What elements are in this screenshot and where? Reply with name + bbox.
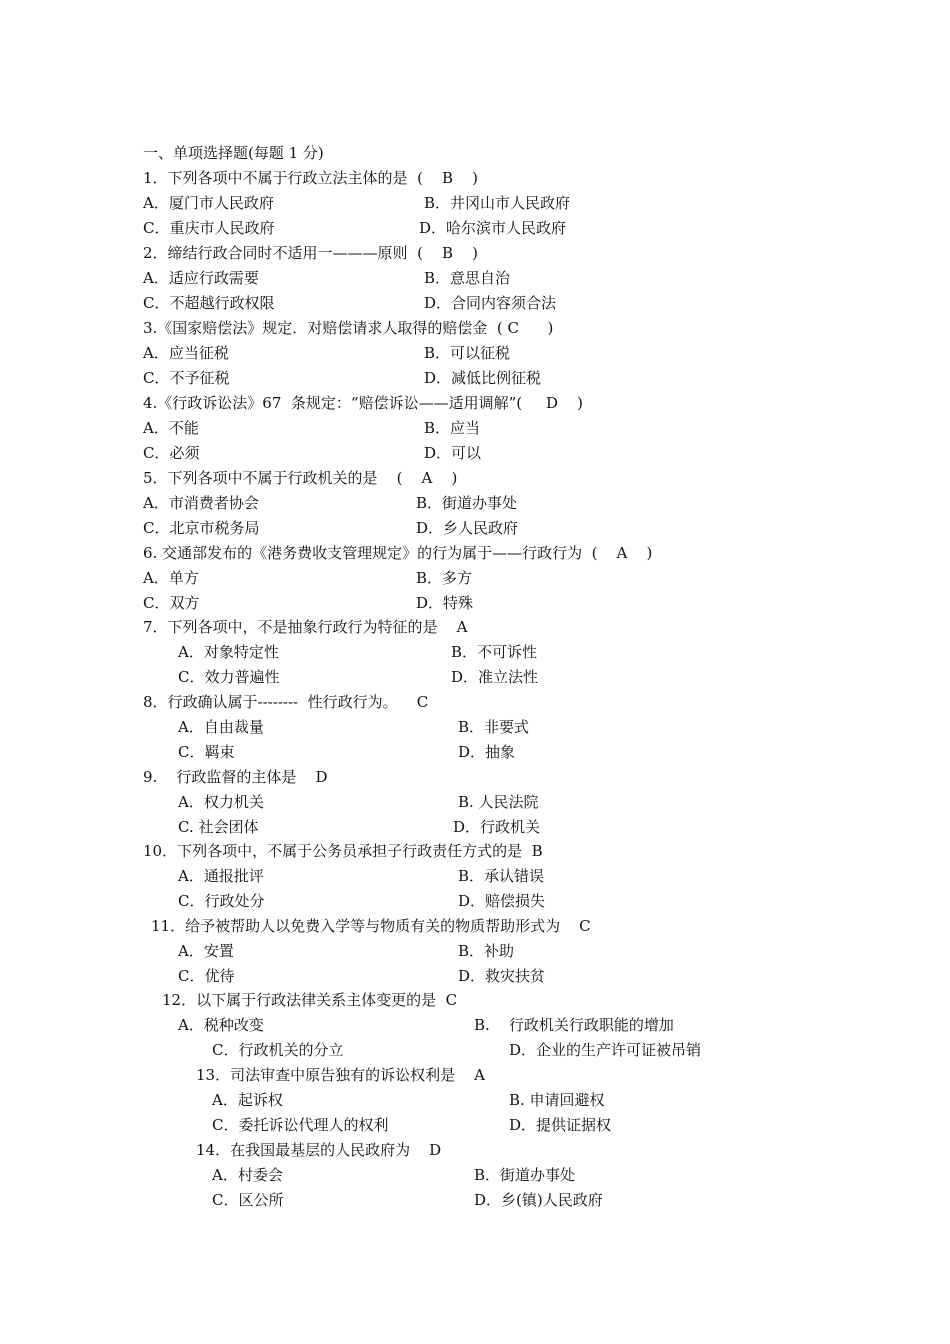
question-14-option-a: A．村委会 [212, 1166, 283, 1184]
question-13-option-c: C．委托诉讼代理人的权利 [212, 1116, 389, 1134]
question-1-option-c: C．重庆市人民政府 [143, 219, 275, 237]
question-8-option-c: C．羁束 [178, 743, 235, 761]
question-11-option-a: A．安置 [178, 942, 234, 960]
question-5-option-c: C．北京市税务局 [143, 519, 260, 537]
question-6-option-d: D．特殊 [416, 594, 474, 612]
question-10-stem: 10．下列各项中，不属于公务员承担子行政责任方式的是 B [143, 842, 543, 860]
question-11-option-d: D．救灾扶贫 [458, 967, 546, 985]
question-7-option-b: B．不可诉性 [451, 643, 538, 661]
question-13-option-b: B. 申请回避权 [509, 1091, 605, 1109]
question-12-option-c: C．行政机关的分立 [212, 1041, 344, 1059]
question-11-stem: 11．给予被帮助人以免费入学等与物质有关的物质帮助形式为 C [151, 917, 591, 935]
question-6-option-b: B．多方 [416, 569, 473, 587]
question-9-option-b: B. 人民法院 [458, 793, 539, 811]
question-12-option-d: D．企业的生产许可证被吊销 [509, 1041, 702, 1059]
question-9-stem: 9. 行政监督的主体是 D [143, 768, 328, 786]
question-10-option-b: B．承认错误 [458, 867, 545, 885]
question-5-option-b: B．街道办事处 [416, 494, 518, 512]
question-8-stem: 8．行政确认属于-------- 性行政行为。 C [143, 693, 429, 711]
question-5-option-a: A．市消费者协会 [143, 494, 259, 512]
question-2-stem: 2．缔结行政合同时不适用一———原则 ( B ) [143, 244, 478, 262]
question-7-stem: 7．下列各项中，不是抽象行政行为特征的是 A [143, 618, 468, 636]
question-10-option-c: C．行政处分 [178, 892, 265, 910]
question-9-option-c: C. 社会团体 [178, 818, 259, 836]
question-13-stem: 13．司法审查中原告独有的诉讼权利是 A [196, 1066, 485, 1084]
question-8-option-d: D．抽象 [458, 743, 516, 761]
question-12-stem: 12．以下属于行政法律关系主体变更的是 C [162, 991, 458, 1009]
question-8-option-b: B．非要式 [458, 718, 530, 736]
question-7-option-a: A．对象特定性 [178, 643, 279, 661]
question-1-option-a: A．厦门市人民政府 [143, 194, 274, 212]
question-11-option-b: B．补助 [458, 942, 515, 960]
question-7-option-c: C．效力普遍性 [178, 668, 280, 686]
question-3-stem: 3.《国家赔偿法》规定．对赔偿请求人取得的赔偿金 ( C ) [143, 319, 554, 337]
question-14-option-d: D．乡(镇)人民政府 [474, 1191, 603, 1209]
question-2-option-c: C．不超越行政权限 [143, 294, 275, 312]
question-11-option-c: C．优待 [178, 967, 235, 985]
question-8-option-a: A．自由裁量 [178, 718, 264, 736]
question-2-option-d: D．合同内容须合法 [424, 294, 557, 312]
question-1-option-d: D．哈尔滨市人民政府 [419, 219, 567, 237]
question-6-option-a: A．单方 [143, 569, 199, 587]
question-13-option-d: D．提供证据权 [509, 1116, 612, 1134]
question-12-option-b: B. 行政机关行政职能的增加 [474, 1016, 674, 1034]
question-3-option-d: D．减低比例征税 [424, 369, 542, 387]
question-12-option-a: A．税种改变 [178, 1016, 264, 1034]
question-14-stem: 14．在我国最基层的人民政府为 D [196, 1141, 442, 1159]
question-6-stem: 6. 交通部发布的《港务费收支管理规定》的行为属于——行政行为 ( A ) [143, 544, 653, 562]
question-4-option-a: A．不能 [143, 419, 199, 437]
question-4-option-d: D．可以 [424, 444, 482, 462]
question-7-option-d: D．准立法性 [451, 668, 539, 686]
question-10-option-d: D．赔偿损失 [458, 892, 546, 910]
question-13-option-a: A．起诉权 [212, 1091, 283, 1109]
question-2-option-a: A．适应行政需要 [143, 269, 259, 287]
question-5-option-d: D．乡人民政府 [416, 519, 519, 537]
question-4-option-c: C．必须 [143, 444, 200, 462]
question-14-option-c: C．区公所 [212, 1191, 284, 1209]
question-1-stem: 1．下列各项中不属于行政立法主体的是 ( B ) [143, 169, 478, 187]
section-title: 一、单项选择题(每题 1 分) [143, 144, 324, 162]
question-4-option-b: B．应当 [424, 419, 481, 437]
question-9-option-d: D．行政机关 [453, 818, 541, 836]
question-6-option-c: C．双方 [143, 594, 200, 612]
question-2-option-b: B．意思自治 [424, 269, 511, 287]
question-1-option-b: B．井冈山市人民政府 [424, 194, 571, 212]
question-3-option-b: B．可以征税 [424, 344, 511, 362]
question-4-stem: 4.《行政诉讼法》67 条规定：“赔偿诉讼——适用调解”( D ) [143, 394, 583, 412]
question-3-option-a: A．应当征税 [143, 344, 229, 362]
question-5-stem: 5．下列各项中不属于行政机关的是 ( A ) [143, 469, 458, 487]
question-10-option-a: A．通报批评 [178, 867, 264, 885]
question-14-option-b: B．街道办事处 [474, 1166, 576, 1184]
question-3-option-c: C．不予征税 [143, 369, 230, 387]
question-9-option-a: A．权力机关 [178, 793, 264, 811]
